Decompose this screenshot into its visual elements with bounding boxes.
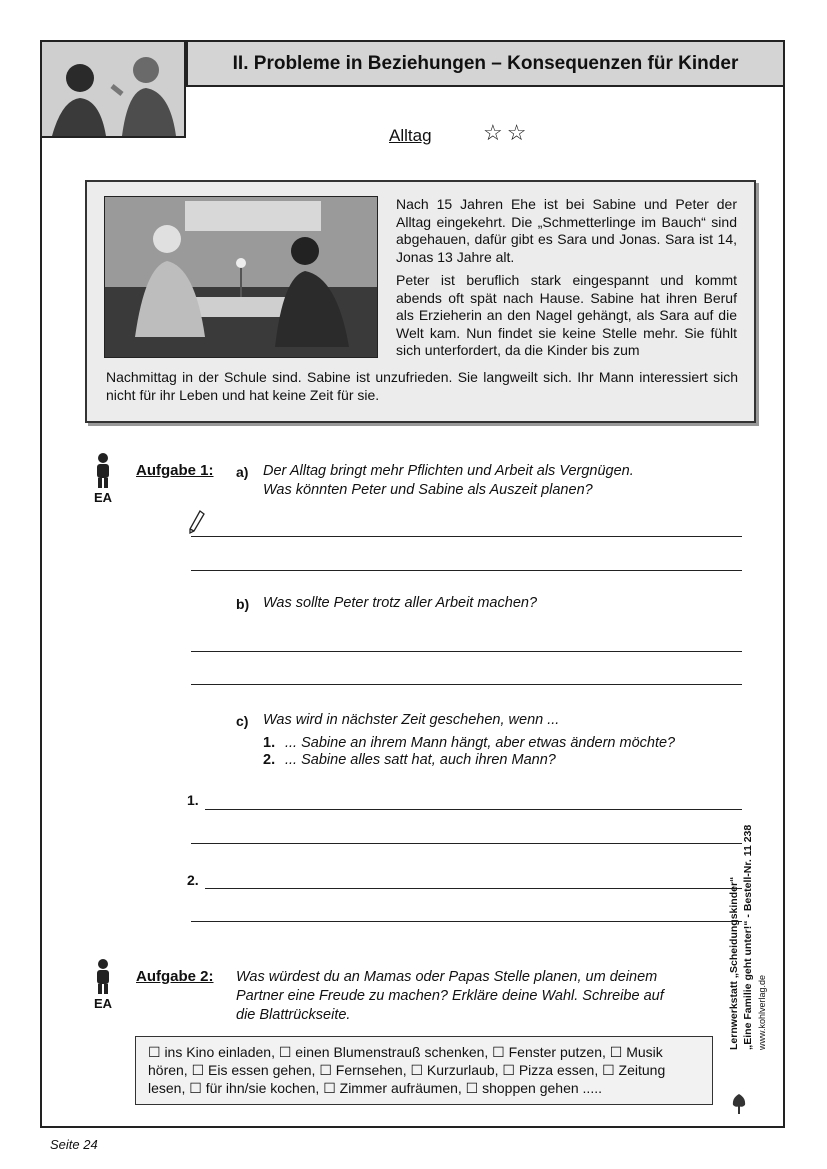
answer-1-number: 1. bbox=[187, 792, 199, 808]
task-1b-question: Was sollte Peter trotz aller Arbeit machen? bbox=[263, 595, 538, 611]
difficulty-stars: ☆☆ bbox=[483, 120, 531, 145]
single-work-figure-icon-2 bbox=[90, 958, 116, 1010]
task-1c-item-1 bbox=[263, 734, 675, 752]
page-number: Seite 24 bbox=[50, 1137, 98, 1152]
single-work-figure-icon bbox=[90, 452, 116, 504]
task-1c-item-2 bbox=[263, 751, 556, 769]
task-1a-question-line-1: Der Alltag bringt mehr Pflichten und Arbeit als Vergnügen. bbox=[263, 463, 634, 479]
side-line-3: www.kohlverlag.de bbox=[757, 974, 767, 1050]
task-1c-letter: c) bbox=[236, 713, 249, 729]
task-1a-letter: a) bbox=[236, 464, 249, 480]
story-paragraph-2-continued: Nachmittag in der Schule sind. Sabine ist unzufrieden. Sie langweilt sich. Ihr Mann interessiert sich nicht für ihr Leben und hat keine Zeit für sie. bbox=[106, 369, 738, 403]
answer-line-1b-1[interactable] bbox=[191, 651, 742, 652]
choice-list-box[interactable]: ☐ ins Kino einladen, ☐ einen Blumenstrauß schenken, ☐ Fenster putzen, ☐ Musik hören, ☐ Eis essen gehen, ☐ Fernsehen, ☐ Kurzurlaub, ☐ Pizza essen, ☐ Zeitung lesen, ☐ für ihn/sie kochen, ☐ Zimmer aufräumen, ☐ shoppen gehen ..... bbox=[135, 1036, 713, 1105]
task-1-label: Aufgabe 1: bbox=[136, 462, 214, 479]
task-1c-item-2-number: 2. bbox=[263, 752, 276, 768]
page-title: II. Probleme in Beziehungen – Konsequenzen für Kinder bbox=[186, 40, 785, 87]
single-work-badge: EA bbox=[93, 490, 113, 505]
task-2-question-line-3: die Blattrückseite. bbox=[236, 1007, 351, 1023]
task-2-question-line-2: Partner eine Freude zu machen? Erkläre deine Wahl. Schreibe auf bbox=[236, 988, 664, 1004]
answer-line-1a-2[interactable] bbox=[191, 570, 742, 571]
task-2-label: Aufgabe 2: bbox=[136, 968, 214, 985]
task-1c-item-2-text: ... Sabine alles satt hat, auch ihren Mann? bbox=[285, 752, 556, 768]
task-1a-question-line-2: Was könnten Peter und Sabine als Auszeit planen? bbox=[263, 482, 593, 498]
couple-at-table-photo bbox=[104, 196, 378, 358]
task-1-label-text: Aufgabe 1 bbox=[136, 462, 209, 479]
side-line-1: Lernwerkstatt „Scheidungskinder“ bbox=[728, 876, 740, 1050]
task-1a-question bbox=[263, 462, 634, 500]
answer-line-1c-4[interactable] bbox=[191, 921, 742, 922]
story-text bbox=[396, 196, 737, 366]
section-title: Alltag bbox=[389, 126, 432, 145]
story-paragraph-1: Nach 15 Jahren Ehe ist bei Sabine und Peter der Alltag eingekehrt. Die „Schmetterlinge im Bauch“ sind abgehauen, dafür gibt es Sara und Jonas. Sara ist 14, Jonas 13 Jahre alt. bbox=[396, 196, 737, 265]
publisher-side-text bbox=[727, 750, 783, 1050]
answer-line-1b-2[interactable] bbox=[191, 684, 742, 685]
pencil-icon bbox=[188, 509, 206, 535]
answer-line-1c-1[interactable] bbox=[205, 809, 742, 810]
task-1b-letter: b) bbox=[236, 596, 250, 612]
publisher-logo-icon bbox=[728, 1092, 750, 1116]
task-1c-question: Was wird in nächster Zeit geschehen, wenn ... bbox=[263, 712, 560, 728]
task-1c-item-1-number: 1. bbox=[263, 735, 276, 751]
side-line-2: „Eine Familie geht unter!“ - Bestell-Nr. 11 238 bbox=[742, 824, 754, 1050]
task-2-question bbox=[236, 968, 664, 1025]
task-1c-item-1-text: ... Sabine an ihrem Mann hängt, aber etwas ändern möchte? bbox=[285, 735, 676, 751]
answer-2-number: 2. bbox=[187, 872, 199, 888]
answer-line-1c-2[interactable] bbox=[191, 843, 742, 844]
single-work-badge-2: EA bbox=[93, 996, 113, 1011]
answer-line-1c-3[interactable] bbox=[205, 888, 742, 889]
answer-line-1a-1[interactable] bbox=[191, 536, 742, 537]
task-2-label-text: Aufgabe 2 bbox=[136, 968, 209, 985]
task-2-question-line-1: Was würdest du an Mamas oder Papas Stelle planen, um deinem bbox=[236, 969, 658, 985]
story-paragraph-2: Peter ist beruflich stark eingespannt und kommt abends oft spät nach Hause. Sabine hat ihren Beruf als Erzieherin an den Nagel gehängt, als Sara auf die Welt kam. Nun findet sie keine Stelle mehr. Sie fühlt sich unterfordert, da die Kinder bis zum bbox=[396, 272, 737, 358]
couple-arguing-photo bbox=[40, 40, 186, 138]
